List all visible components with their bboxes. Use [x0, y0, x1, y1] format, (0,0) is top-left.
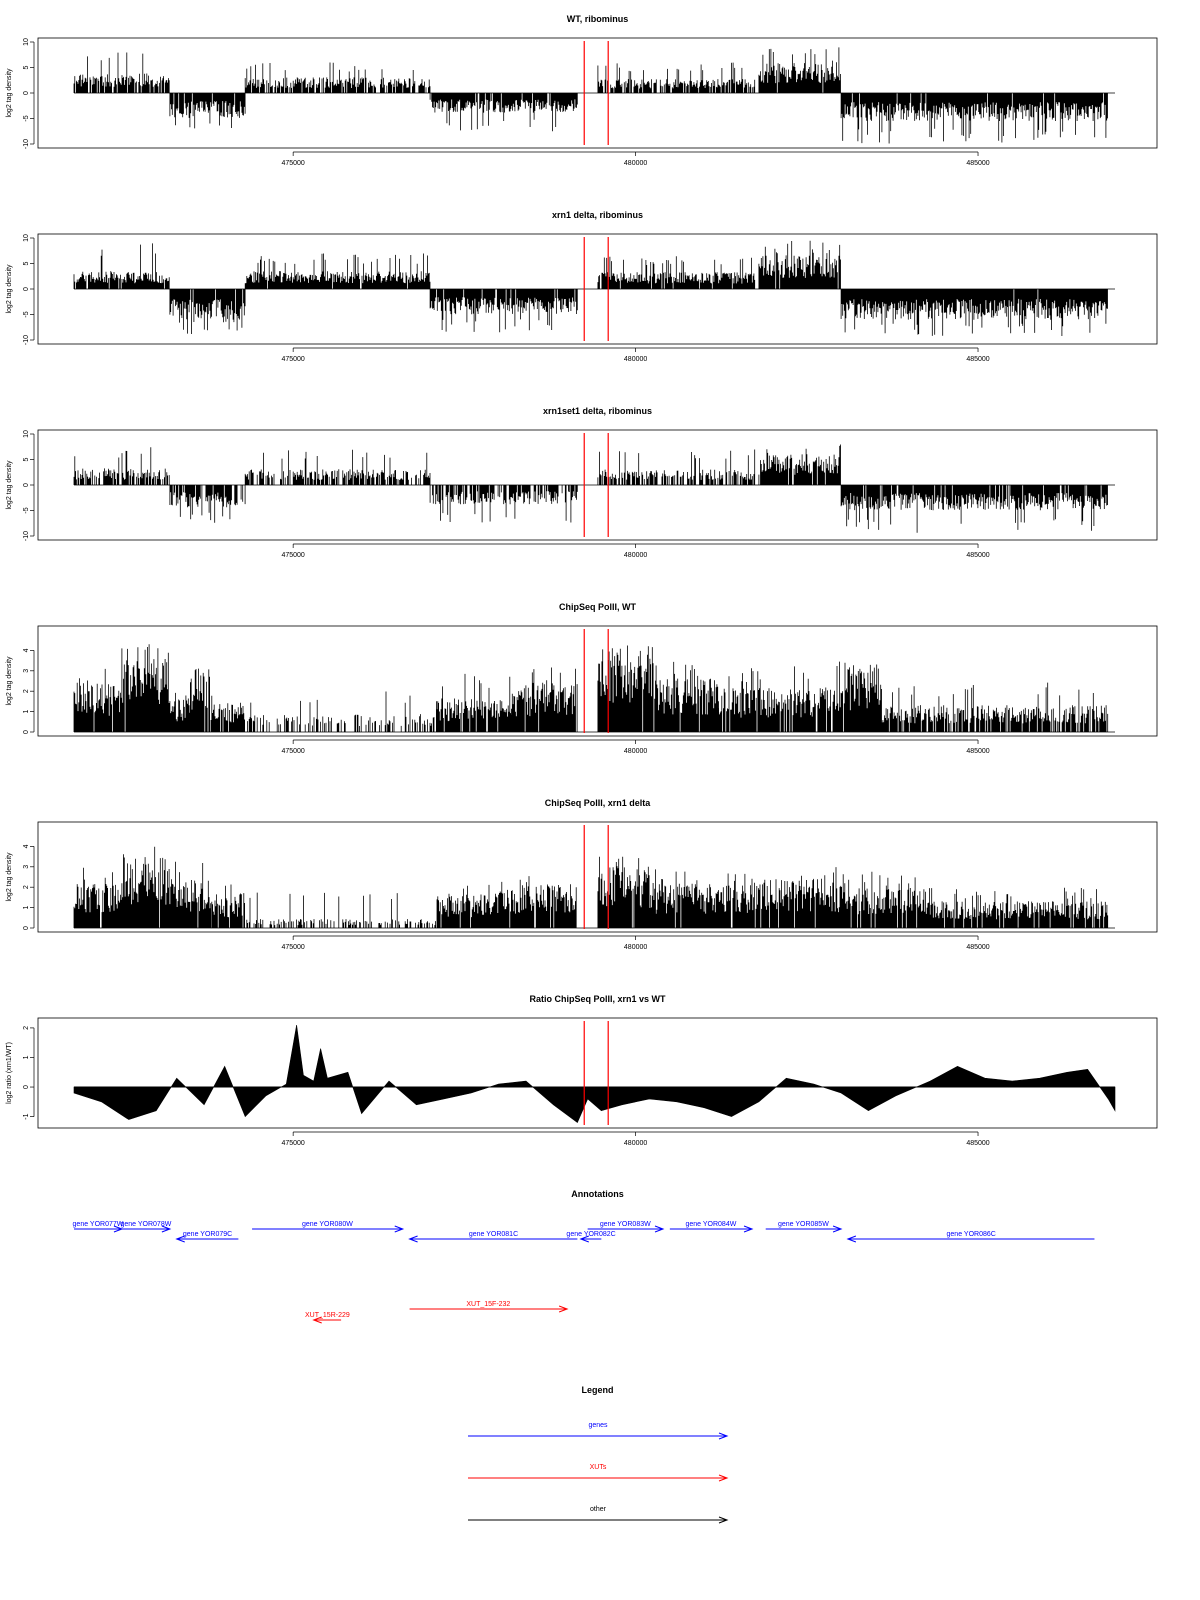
gene-label: gene YOR081C — [468, 1231, 519, 1238]
coverage-bars — [74, 644, 1108, 732]
y-tick-label: -10 — [22, 334, 30, 346]
y-tick-label: 0 — [22, 287, 30, 291]
y-tick-label: 5 — [22, 261, 30, 266]
coverage-bars — [74, 847, 1108, 928]
y-tick-label: -5 — [22, 507, 30, 514]
gene-label: gene YOR082C — [566, 1231, 616, 1238]
gene-arrow — [848, 1231, 1095, 1242]
panel-title: WT, ribominus — [566, 14, 629, 24]
xut-arrow — [305, 1312, 350, 1323]
x-tick-label: 485000 — [966, 1140, 990, 1147]
y-axis-label: log2 tag density — [5, 460, 13, 510]
x-tick-label: 480000 — [623, 748, 648, 755]
coverage-bars — [74, 445, 1108, 533]
plot-frame — [38, 1018, 1157, 1128]
y-axis-label: log2 tag density — [5, 852, 13, 902]
y-tick-label: -10 — [22, 138, 30, 150]
y-tick-label: 3 — [22, 668, 30, 673]
y-tick-label: -10 — [22, 530, 30, 542]
x-tick-label: 485000 — [966, 160, 990, 167]
x-tick-label: 480000 — [623, 552, 648, 559]
x-tick-label: 475000 — [281, 944, 305, 951]
panel-title: ChipSeq PolII, WT — [559, 602, 636, 612]
panel-ratio_chipseq — [6, 994, 1157, 1147]
y-axis — [23, 648, 34, 734]
legend-item-label: genes — [588, 1422, 608, 1429]
y-tick-label: -5 — [22, 311, 30, 318]
y-axis-label: log2 tag density — [5, 656, 13, 706]
gene-arrow — [566, 1231, 615, 1242]
y-tick-label: 2 — [22, 689, 30, 694]
legend — [468, 1385, 727, 1523]
x-tick-label: 480000 — [623, 160, 648, 167]
panel-chipseq_wt — [6, 602, 1157, 755]
x-tick-label: 475000 — [281, 1140, 305, 1147]
data-series — [74, 1021, 1115, 1125]
y-tick-label: 0 — [22, 730, 30, 734]
gene-arrow — [120, 1221, 171, 1232]
y-tick-label: 1 — [22, 1055, 30, 1060]
panel-xrn1_ribominus — [6, 210, 1157, 363]
gene-label: gene YOR078W — [120, 1221, 172, 1228]
y-tick-label: 10 — [22, 234, 30, 242]
gene-arrow — [670, 1221, 752, 1232]
data-series — [74, 629, 1115, 733]
gene-arrow — [766, 1221, 841, 1232]
y-axis-label: log2 tag density — [5, 68, 13, 118]
gene-label: gene YOR080W — [301, 1221, 353, 1228]
x-tick-label: 475000 — [281, 356, 305, 363]
x-axis — [281, 544, 989, 559]
panel-wt_ribominus — [6, 14, 1157, 167]
gene-label: gene YOR083W — [599, 1221, 651, 1228]
panel-title: Ratio ChipSeq PolII, xrn1 vs WT — [529, 994, 666, 1004]
legend-item — [468, 1506, 727, 1523]
x-tick-label: 480000 — [623, 1140, 648, 1147]
x-tick-label: 485000 — [966, 748, 990, 755]
y-axis-label: log2 ratio (xrn1/WT) — [5, 1042, 13, 1104]
y-tick-label: 0 — [22, 91, 30, 95]
y-tick-label: 2 — [22, 885, 30, 890]
legend-title: Legend — [581, 1385, 614, 1395]
y-tick-label: 0 — [22, 483, 30, 487]
data-series — [74, 825, 1115, 929]
y-tick-label: 0 — [22, 1085, 30, 1089]
gene-label: gene YOR086C — [946, 1231, 996, 1238]
x-tick-label: 480000 — [623, 356, 648, 363]
panel-title: ChipSeq PolII, xrn1 delta — [544, 798, 651, 808]
y-tick-label: 2 — [22, 1025, 30, 1030]
gene-label: gene YOR079C — [182, 1231, 233, 1238]
xut-label: XUT_15F-232 — [466, 1301, 511, 1308]
legend-item — [468, 1464, 727, 1481]
y-axis — [23, 38, 34, 149]
y-axis — [23, 1026, 34, 1120]
panel-title: xrn1 delta, ribominus — [551, 210, 644, 220]
gene-arrow — [73, 1221, 124, 1232]
y-axis — [23, 234, 34, 345]
y-axis-label: log2 tag density — [5, 264, 13, 314]
panel-chipseq_xrn1 — [6, 798, 1157, 951]
x-tick-label: 475000 — [281, 160, 305, 167]
gene-label: gene YOR084W — [685, 1221, 737, 1228]
legend-item — [468, 1422, 727, 1439]
y-tick-label: 3 — [22, 864, 30, 869]
y-tick-label: 1 — [22, 905, 30, 910]
y-tick-label: 4 — [22, 844, 30, 849]
x-axis — [281, 936, 989, 951]
y-tick-label: 5 — [22, 457, 30, 462]
x-tick-label: 475000 — [281, 748, 305, 755]
y-tick-label: -5 — [22, 115, 30, 122]
gene-label: gene YOR077W — [72, 1221, 124, 1228]
y-tick-label: 10 — [22, 430, 30, 438]
gene-arrow — [177, 1231, 239, 1242]
xut-arrow — [410, 1301, 568, 1312]
coverage-bars — [74, 47, 1108, 143]
y-tick-label: 0 — [22, 926, 30, 930]
annotations-title: Annotations — [571, 1189, 624, 1199]
x-axis — [281, 1132, 989, 1147]
gene-arrow — [410, 1231, 578, 1242]
gene-arrow — [252, 1221, 403, 1232]
x-tick-label: 485000 — [966, 552, 990, 559]
y-axis — [23, 844, 34, 930]
data-series — [74, 41, 1115, 145]
coverage-bars — [74, 241, 1108, 336]
x-axis — [281, 348, 989, 363]
y-tick-label: 1 — [22, 709, 30, 714]
y-axis — [23, 430, 34, 541]
y-tick-label: 4 — [22, 648, 30, 653]
ratio-area — [74, 1025, 1115, 1123]
x-tick-label: 485000 — [966, 944, 990, 951]
data-series — [74, 237, 1115, 341]
panel-title: xrn1set1 delta, ribominus — [542, 406, 653, 416]
panel-xrn1set1_ribominus — [6, 406, 1157, 559]
legend-item-label: XUTs — [589, 1464, 607, 1471]
y-tick-label: 5 — [22, 65, 30, 70]
x-tick-label: 475000 — [281, 552, 305, 559]
y-tick-label: -1 — [22, 1113, 30, 1120]
x-axis — [281, 740, 989, 755]
gene-label: gene YOR085W — [777, 1221, 829, 1228]
x-tick-label: 480000 — [623, 944, 648, 951]
xut-label: XUT_15R-229 — [305, 1312, 350, 1319]
y-tick-label: 10 — [22, 38, 30, 46]
legend-item-label: other — [590, 1506, 606, 1513]
data-series — [74, 433, 1115, 537]
x-tick-label: 485000 — [966, 356, 990, 363]
annotations-panel — [73, 1189, 1095, 1323]
x-axis — [281, 152, 989, 167]
